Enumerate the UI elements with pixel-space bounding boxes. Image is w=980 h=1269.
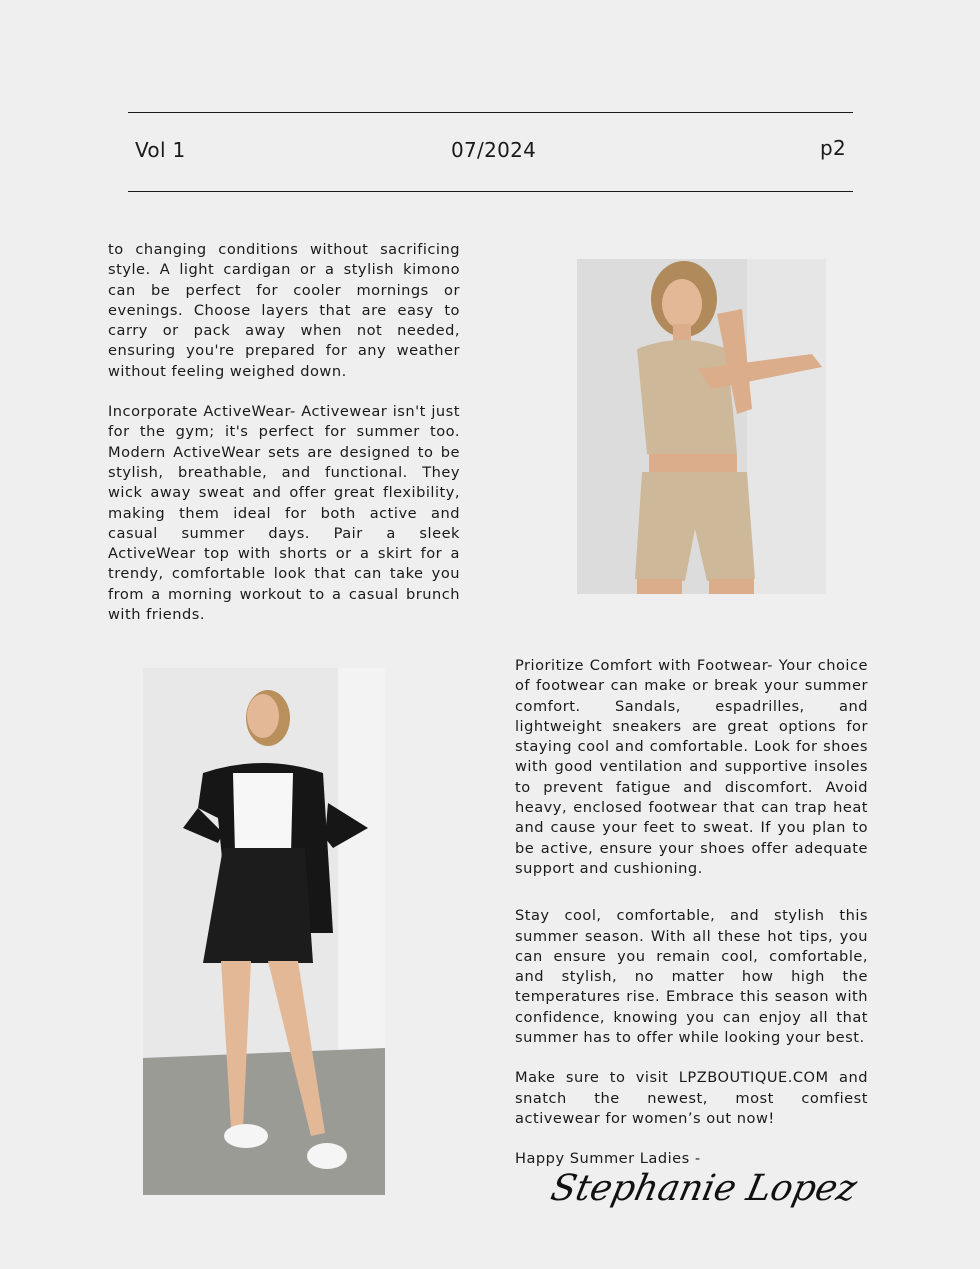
right-paragraph-1: Prioritize Comfort with Footwear- Your choice of footwear can make or break your summer comfort. Sandals, espadrilles, and lightweight sneakers are great options for staying cool and comfortable. Look for shoes with good ventilation and supportive insoles to prevent fatigue and discomfort. Avoid heavy, enclosed footwear that can trap heat and cause your feet to sweat. If you plan to be active, ensure your shoes offer adequate support and cushioning. xyxy=(515,657,868,877)
right-paragraph-3: Make sure to visit LPZBOUTIQUE.COM and snatch the newest, most comfiest activewear for women’s out now! xyxy=(515,1069,868,1127)
signature: Stephanie Lopez xyxy=(547,1168,861,1209)
right-column xyxy=(515,656,868,1170)
left-column xyxy=(108,240,460,625)
closing-line: Happy Summer Ladies - xyxy=(515,1150,701,1168)
left-paragraph-1: to changing conditions without sacrificing style. A light cardigan or a stylish kimono can be perfect for cooler mornings or evenings. Choose layers that are easy to carry or pack away when not needed, ensuring you're prepared for any weather without feeling weighed down. xyxy=(108,241,460,380)
issue-date: 07/2024 xyxy=(451,138,537,162)
header-top-rule xyxy=(128,112,853,113)
outfit-photo xyxy=(143,668,385,1195)
volume-label: Vol 1 xyxy=(135,138,186,162)
left-paragraph-2: Incorporate ActiveWear- Activewear isn't just for the gym; it's perfect for summer too. Modern ActiveWear sets are designed to be stylish, breathable, and functional. They wick away sweat and offer great flexibility, making them ideal for both active and casual summer days. Pair a sleek ActiveWear top with shorts or a skirt for a trendy, comfortable look that can take you from a morning workout to a casual brunch with friends. xyxy=(108,403,460,624)
page-number: p2 xyxy=(820,136,847,160)
right-paragraph-2: Stay cool, comfortable, and stylish this summer season. With all these hot tips, you can ensure you remain cool, comfortable, and stylish, no matter how high the temperatures rise. Embrace this season with confidence, knowing you can enjoy all that summer has to offer while looking your best. xyxy=(515,907,868,1047)
header-bottom-rule xyxy=(128,191,853,192)
activewear-photo xyxy=(577,259,826,594)
